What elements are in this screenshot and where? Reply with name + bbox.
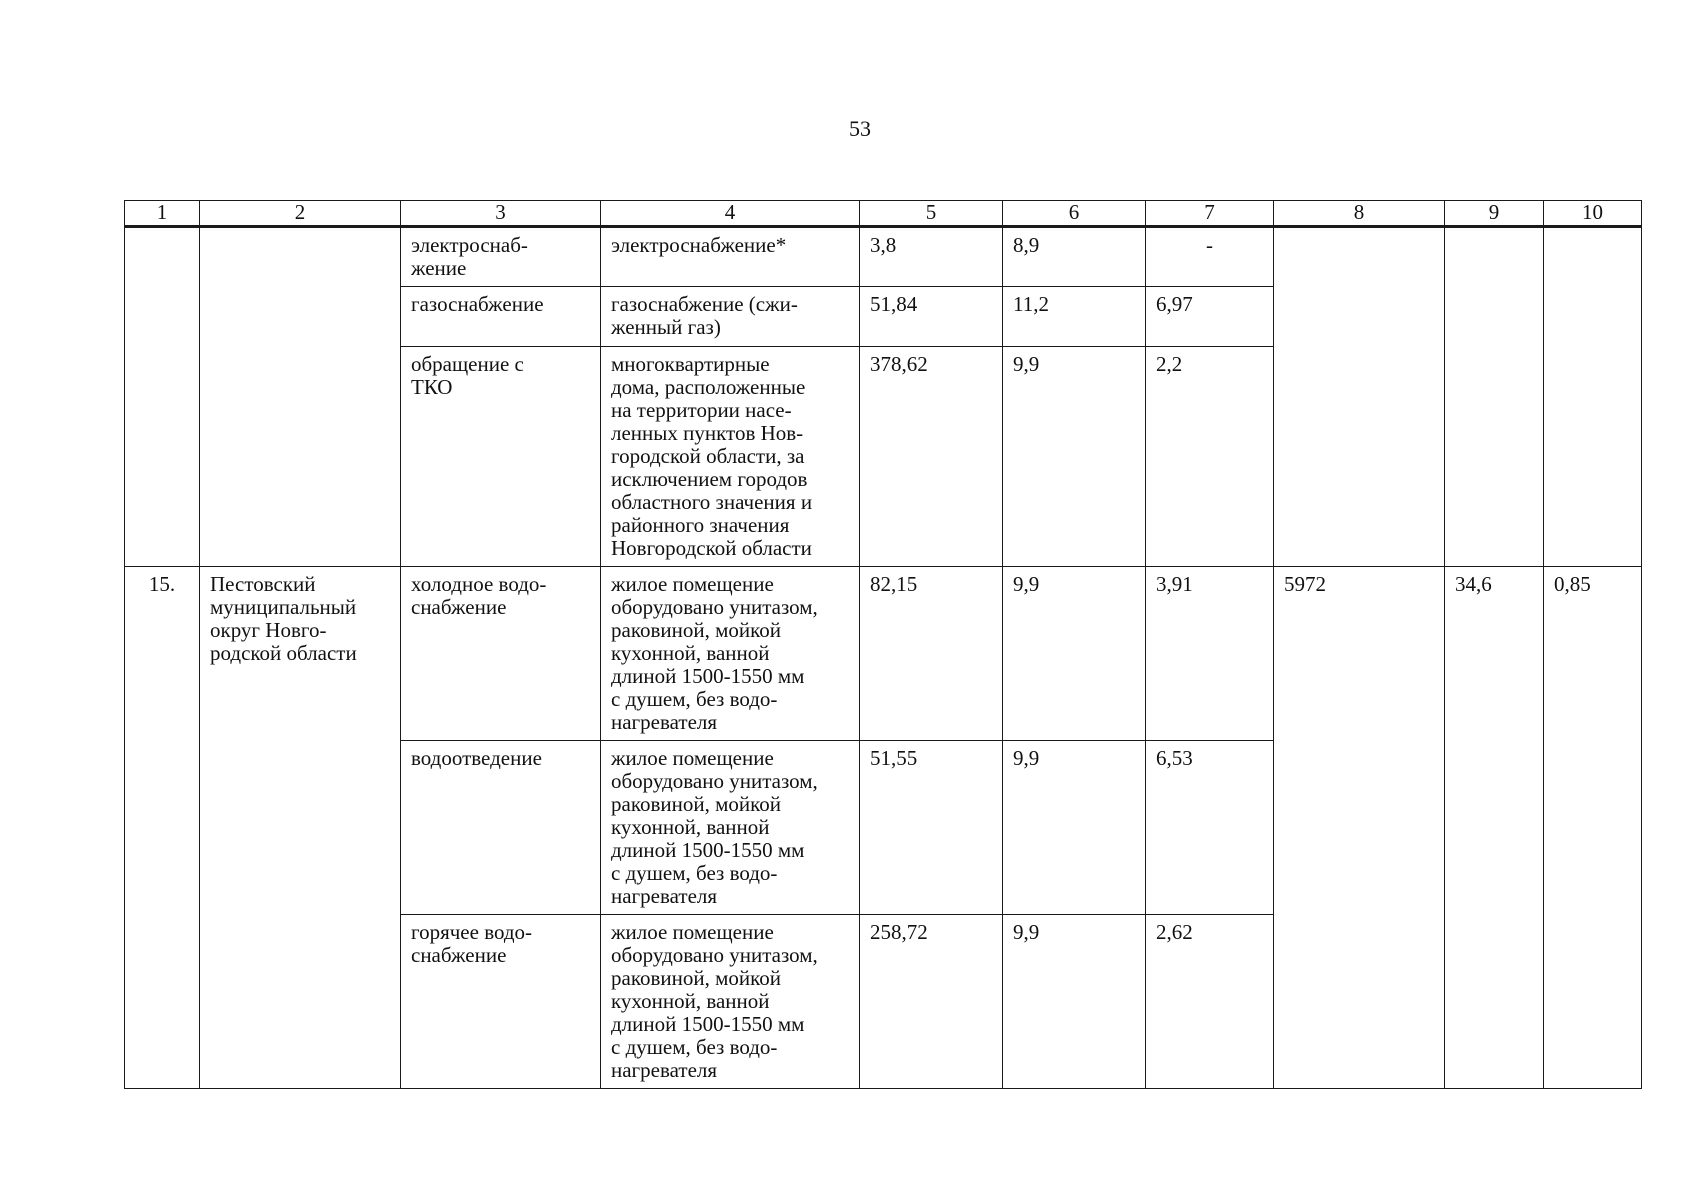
- header-cell: 8: [1274, 201, 1445, 227]
- header-cell: 4: [601, 201, 860, 227]
- col8-cell: 5972: [1274, 567, 1445, 1089]
- col9-cell: [1445, 227, 1544, 567]
- municipality-cell: Пестовский муниципальный округ Новго- родской области: [200, 567, 401, 1089]
- header-cell: 7: [1146, 201, 1274, 227]
- service-cell: холодное водо- снабжение: [401, 567, 601, 741]
- header-cell: 5: [860, 201, 1003, 227]
- col10-cell: 0,85: [1544, 567, 1642, 1089]
- header-cell: 9: [1445, 201, 1544, 227]
- header-cell: 1: [125, 201, 200, 227]
- category-cell: жилое помещение оборудовано унитазом, раковиной, мойкой кухонной, ванной длиной 1500-1550 мм с душем, без водо- нагревателя: [601, 741, 860, 915]
- header-cell: 3: [401, 201, 601, 227]
- value-cell: -: [1146, 227, 1274, 287]
- value-cell: 2,2: [1146, 347, 1274, 567]
- category-cell: электроснабжение*: [601, 227, 860, 287]
- category-cell: газоснабжение (сжи- женный газ): [601, 287, 860, 347]
- header-cell: 10: [1544, 201, 1642, 227]
- header-cell: 6: [1003, 201, 1146, 227]
- num-cell: 15.: [125, 567, 200, 1089]
- table-row: [125, 227, 1642, 287]
- table-row: [125, 567, 1642, 741]
- value-cell: 9,9: [1003, 567, 1146, 741]
- header-row: [125, 201, 1642, 227]
- tariff-table: [124, 200, 1642, 1089]
- col8-cell: [1274, 227, 1445, 567]
- service-cell: обращение с ТКО: [401, 347, 601, 567]
- service-cell: горячее водо- снабжение: [401, 915, 601, 1089]
- value-cell: 258,72: [860, 915, 1003, 1089]
- category-cell: жилое помещение оборудовано унитазом, раковиной, мойкой кухонной, ванной длиной 1500-1550 мм с душем, без водо- нагревателя: [601, 567, 860, 741]
- value-cell: 8,9: [1003, 227, 1146, 287]
- category-cell: многоквартирные дома, расположенные на территории насе- ленных пунктов Нов- городской области, за исключением городов областного значения и районного значения Новгородской области: [601, 347, 860, 567]
- category-cell: жилое помещение оборудовано унитазом, раковиной, мойкой кухонной, ванной длиной 1500-1550 мм с душем, без водо- нагревателя: [601, 915, 860, 1089]
- value-cell: 51,84: [860, 287, 1003, 347]
- col10-cell: [1544, 227, 1642, 567]
- value-cell: 82,15: [860, 567, 1003, 741]
- header-cell: 2: [200, 201, 401, 227]
- value-cell: 11,2: [1003, 287, 1146, 347]
- service-cell: электроснаб- жение: [401, 227, 601, 287]
- num-cell: [125, 227, 200, 567]
- value-cell: 9,9: [1003, 741, 1146, 915]
- page-number: 53: [849, 116, 871, 141]
- value-cell: 6,97: [1146, 287, 1274, 347]
- municipality-cell: [200, 227, 401, 567]
- value-cell: 9,9: [1003, 915, 1146, 1089]
- service-cell: газоснабжение: [401, 287, 601, 347]
- value-cell: 9,9: [1003, 347, 1146, 567]
- col9-cell: 34,6: [1445, 567, 1544, 1089]
- value-cell: 51,55: [860, 741, 1003, 915]
- value-cell: 3,91: [1146, 567, 1274, 741]
- value-cell: 378,62: [860, 347, 1003, 567]
- value-cell: 3,8: [860, 227, 1003, 287]
- service-cell: водоотведение: [401, 741, 601, 915]
- value-cell: 2,62: [1146, 915, 1274, 1089]
- value-cell: 6,53: [1146, 741, 1274, 915]
